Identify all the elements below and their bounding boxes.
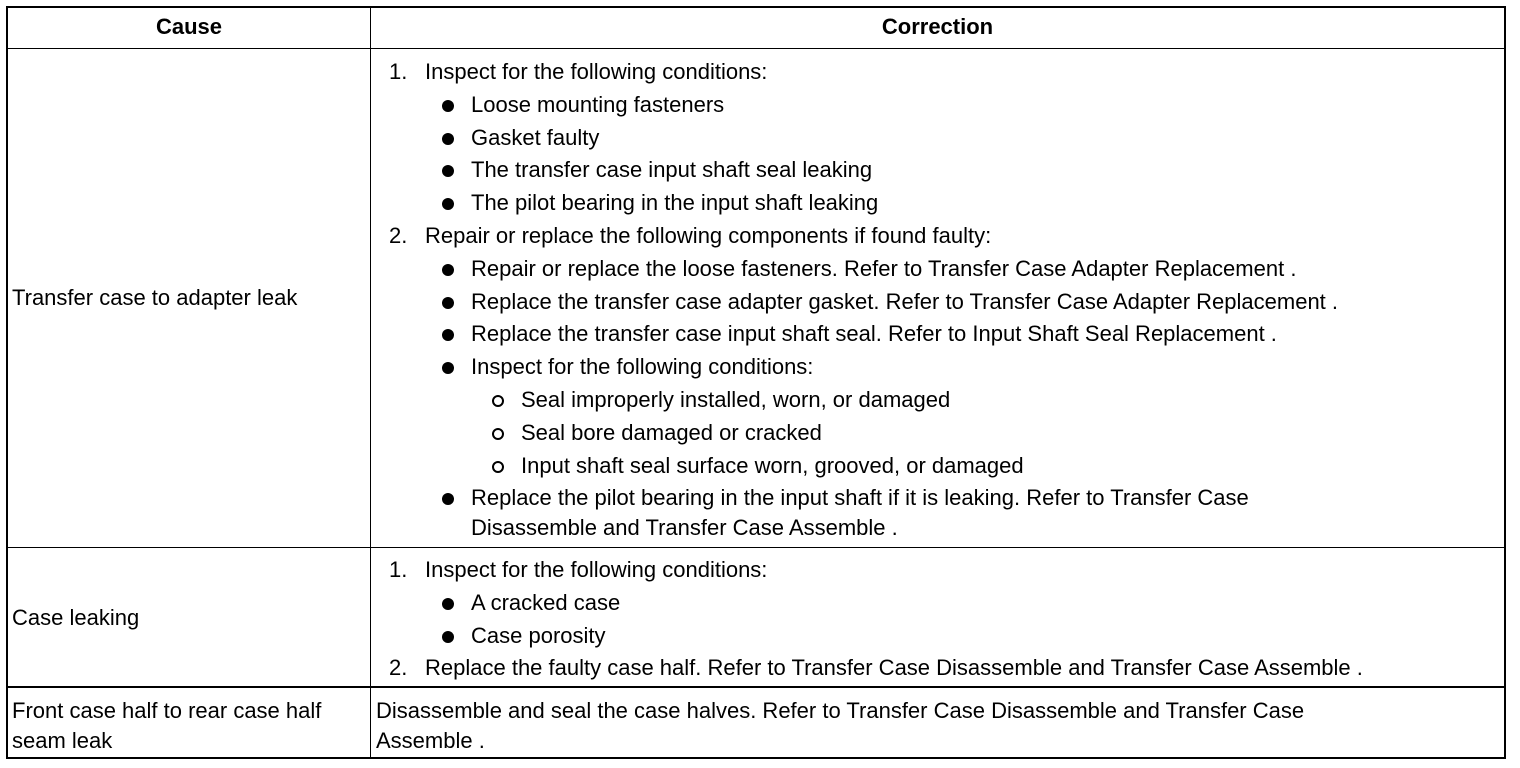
- filled-bullet-icon: [439, 89, 471, 122]
- bullet-text: Repair or replace the loose fasteners. Refer to Transfer Case Adapter Replacement .: [471, 255, 1297, 281]
- step-row: [371, 220, 1504, 253]
- bullet-item: [371, 620, 1504, 653]
- filled-bullet-icon: [439, 286, 471, 319]
- filled-bullet-icon: [439, 482, 471, 515]
- cause-text-line: seam leak: [12, 728, 113, 753]
- bullet-text: The transfer case input shaft seal leaking: [471, 157, 873, 183]
- hollow-bullet-icon: [489, 384, 521, 417]
- cause-text: Case leaking: [12, 604, 140, 630]
- step-number: 2.: [389, 222, 408, 248]
- cause-cell-seam-leak: [12, 696, 368, 756]
- step-row: [371, 554, 1504, 587]
- correction-text-line: Assemble .: [376, 728, 485, 753]
- step-text: Inspect for the following conditions:: [425, 557, 768, 582]
- cause-cell-case-leaking: [12, 548, 139, 686]
- step-row: [371, 56, 1504, 89]
- bullet-item: [371, 587, 1504, 620]
- bullet-text: Case porosity: [471, 622, 606, 648]
- header-correction: Correction: [881, 14, 994, 39]
- bullet-item: [371, 154, 1504, 187]
- sub-bullet-text: Input shaft seal surface worn, grooved, or damaged: [521, 452, 1024, 478]
- bullet-item: [371, 89, 1504, 122]
- sub-bullet-item: [371, 417, 1504, 450]
- step-text: Repair or replace the following components if found faulty:: [425, 222, 992, 248]
- bullet-text: The pilot bearing in the input shaft leaking: [471, 190, 879, 216]
- hollow-bullet-icon: [489, 417, 521, 450]
- bullet-text: A cracked case: [471, 589, 621, 615]
- sub-bullet-text: Seal bore damaged or cracked: [521, 419, 822, 445]
- bullet-text-line: Disassemble and Transfer Case Assemble .: [471, 515, 898, 541]
- row-divider: [8, 547, 1504, 548]
- filled-bullet-icon: [439, 187, 471, 220]
- bullet-item: [371, 318, 1504, 351]
- filled-bullet-icon: [439, 318, 471, 351]
- step-number: 1.: [389, 59, 408, 84]
- step-number: 1.: [389, 557, 408, 582]
- bullet-text: Gasket faulty: [471, 124, 600, 150]
- bullet-item: [371, 187, 1504, 220]
- diagnostic-table: [6, 6, 1506, 759]
- bullet-text: Inspect for the following conditions:: [471, 354, 814, 380]
- bullet-item: [371, 351, 1504, 384]
- filled-bullet-icon: [439, 154, 471, 187]
- filled-bullet-icon: [439, 122, 471, 155]
- correction-cell-seam-leak: [376, 696, 1496, 756]
- cause-text-line: Front case half to rear case half: [12, 698, 322, 723]
- header-cause: Cause: [155, 14, 223, 39]
- filled-bullet-icon: [439, 587, 471, 620]
- sub-bullet-text: Seal improperly installed, worn, or damaged: [521, 386, 951, 412]
- step-text: Replace the faulty case half. Refer to Transfer Case Disassemble and Transfer Case Assemble .: [425, 655, 1363, 681]
- sub-bullet-item: [371, 384, 1504, 417]
- correction-cell-case-leaking: [371, 554, 1504, 685]
- filled-bullet-icon: [439, 253, 471, 286]
- sub-bullet-item: [371, 450, 1504, 483]
- bullet-text: Loose mounting fasteners: [471, 91, 725, 117]
- bullet-text: Replace the transfer case adapter gasket. Refer to Transfer Case Adapter Replacement .: [471, 288, 1339, 314]
- bullet-item: [371, 253, 1504, 286]
- bullet-item: [371, 482, 1504, 543]
- step-row: [371, 652, 1504, 685]
- cause-cell-adapter-leak: [12, 48, 297, 547]
- correction-cell-adapter-leak: [371, 56, 1504, 543]
- step-number: 2.: [389, 655, 408, 681]
- bullet-text: [471, 482, 1249, 543]
- bullet-item: [371, 286, 1504, 319]
- bullet-text: Replace the transfer case input shaft seal. Refer to Input Shaft Seal Replacement .: [471, 321, 1277, 347]
- step-text: Inspect for the following conditions:: [425, 59, 768, 84]
- filled-bullet-icon: [439, 620, 471, 653]
- hollow-bullet-icon: [489, 450, 521, 483]
- filled-bullet-icon: [439, 351, 471, 384]
- row-divider: [8, 686, 1504, 688]
- correction-text-line: Disassemble and seal the case halves. Refer to Transfer Case Disassemble and Transfer Case: [376, 698, 1305, 723]
- bullet-item: [371, 122, 1504, 155]
- cause-text: Transfer case to adapter leak: [12, 285, 298, 310]
- bullet-text-line: Replace the pilot bearing in the input shaft if it is leaking. Refer to Transfer Case: [471, 485, 1249, 511]
